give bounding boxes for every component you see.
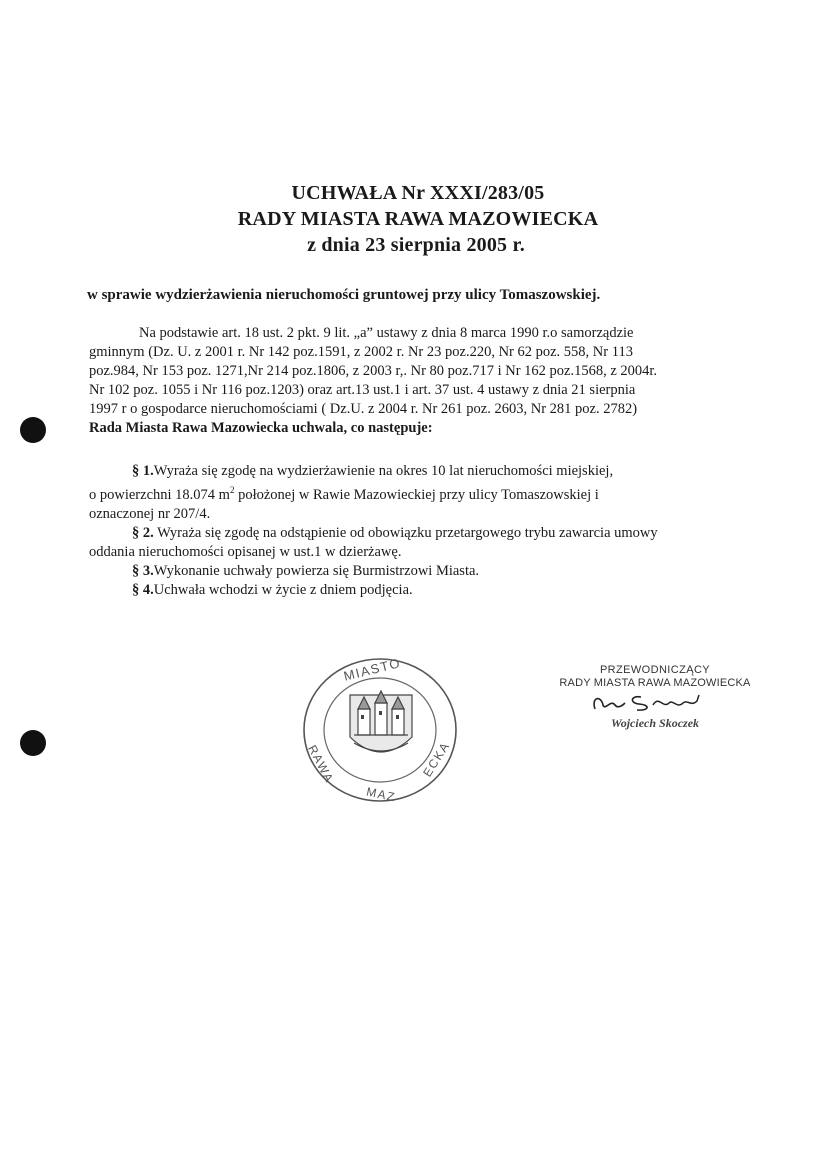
section-3-text: Wykonanie uchwały powierza się Burmistrzowi Miasta. — [153, 562, 480, 579]
section-2-text: Wyraża się zgodę na odstąpienie od obowiązku przetargowego trybu zawarcia umowy — [153, 524, 658, 541]
seal-text-bottom: MAZ — [365, 784, 398, 805]
handwritten-signature — [555, 691, 755, 713]
council-name: RADY MIASTA RAWA MAZOWIECKA — [237, 208, 599, 230]
section-4-label: § 4. — [132, 581, 154, 598]
section-1-line-3: oznaczonej nr 207/4. — [89, 505, 211, 522]
signatory-name: Wojciech Skoczek — [610, 716, 700, 730]
section-3-label: § 3. — [132, 562, 154, 579]
section-1-text: Wyraża się zgodę na wydzierżawienie na okres 10 lat nieruchomości miejskiej, — [153, 463, 614, 479]
seal-text-top: MIASTO — [342, 655, 403, 684]
signature-block — [555, 664, 755, 731]
section-2 — [89, 524, 739, 543]
seal-text-left: RAWA — [305, 742, 337, 786]
area-exponent: 2 — [229, 485, 235, 495]
provisions — [89, 462, 739, 600]
section-4-text: Uchwała wchodzi w życie z dniem podjęcia. — [153, 581, 413, 598]
legal-basis — [89, 324, 739, 438]
section-1 — [89, 462, 739, 481]
signatory-council: RADY MIASTA RAWA MAZOWIECKA — [559, 677, 751, 689]
section-2-label: § 2. — [132, 524, 154, 541]
punch-hole-bottom — [20, 730, 46, 756]
section-2-line-2: oddania nieruchomości opisanej w ust.1 w dzierżawę. — [89, 543, 402, 560]
legal-basis-line: Nr 102 poz. 1055 i Nr 116 poz.1203) oraz art.13 ust.1 i art. 37 ust. 4 ustawy z dnia 21 sierpnia — [89, 382, 636, 398]
area-text: o powierzchni 18.074 m — [89, 486, 230, 503]
location-text: położonej w Rawie Mazowieckiej przy ulicy Tomaszowskiej i — [234, 486, 599, 503]
resolution-subject: w sprawie wydzierżawienia nieruchomości gruntowej przy ulicy Tomaszowskiej. — [87, 287, 601, 303]
section-1-label: § 1. — [132, 463, 154, 479]
legal-basis-line: Na podstawie art. 18 ust. 2 pkt. 9 lit. „a” ustawy z dnia 8 marca 1990 r.o samorządzie — [139, 325, 634, 341]
section-3 — [89, 562, 739, 581]
seal-text-right: ECKA — [420, 739, 453, 780]
council-decides: Rada Miasta Rawa Mazowiecka uchwala, co następuje: — [89, 420, 433, 436]
signatory-role: PRZEWODNICZĄCY — [599, 664, 711, 676]
coat-of-arms-icon — [350, 691, 412, 752]
legal-basis-line: poz.984, Nr 153 poz. 1271,Nr 214 poz.1806, z 2003 r,. Nr 80 poz.717 i Nr 162 poz.1568, z 2004r. — [89, 363, 658, 379]
punch-hole-top — [20, 417, 46, 443]
section-1-line-2 — [89, 481, 739, 505]
legal-basis-line: 1997 r o gospodarce nieruchomościami ( Dz.U. z 2004 r. Nr 261 poz. 2603, Nr 281 poz. 2782) — [89, 401, 638, 417]
resolution-date: z dnia 23 sierpnia 2005 r. — [307, 234, 525, 256]
city-seal-stamp — [300, 655, 460, 805]
section-4 — [89, 581, 739, 600]
resolution-header — [0, 180, 820, 258]
legal-basis-line: gminnym (Dz. U. z 2001 r. Nr 142 poz.1591, z 2002 r. Nr 23 poz.220, Nr 62 poz. 558, Nr 113 — [89, 344, 633, 360]
resolution-number: UCHWAŁA Nr XXXI/283/05 — [291, 182, 545, 204]
